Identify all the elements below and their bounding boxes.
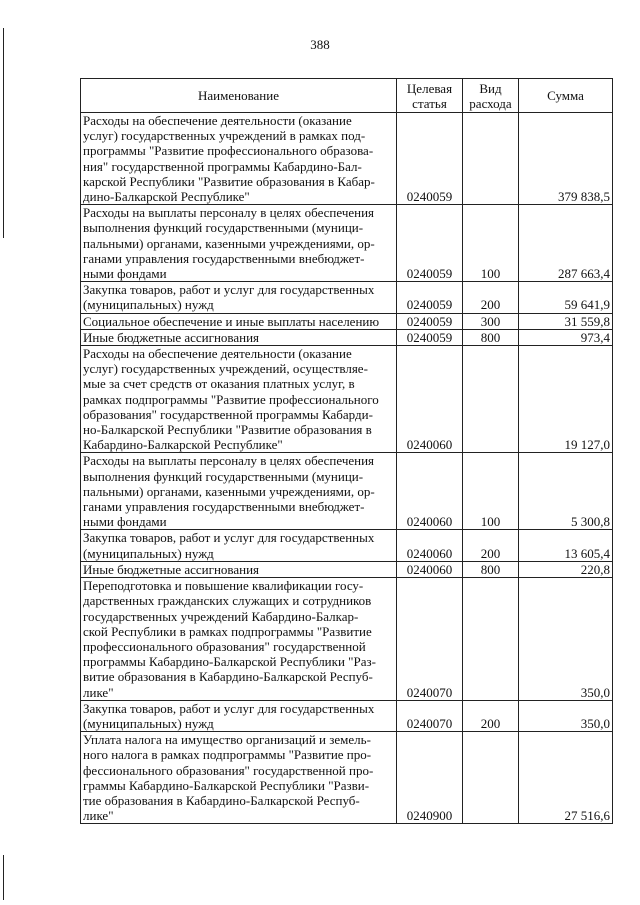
- table-row: [81, 329, 613, 345]
- row-code: 0240070: [397, 700, 463, 731]
- header-kind: Вид расхода: [463, 79, 519, 113]
- row-sum: 350,0: [519, 578, 613, 701]
- row-name: Расходы на выплаты персоналу в целях обеспечения выполнения функций государственными (муници- пальными) органами, казенными учреждениями, ор- ганами управления государственными внебюджет- ными фондами: [81, 453, 397, 530]
- table-row: [81, 313, 613, 329]
- row-sum: 31 559,8: [519, 313, 613, 329]
- row-kind: 300: [463, 313, 519, 329]
- row-name: Расходы на выплаты персоналу в целях обеспечения выполнения функций государственными (муници- пальными) органами, казенными учреждениями, ор- ганами управления государственными внебюджет- ными фондами: [81, 205, 397, 282]
- page-number: 388: [310, 37, 330, 52]
- table-row: [81, 282, 613, 313]
- table-row: [81, 561, 613, 577]
- row-sum: 59 641,9: [519, 282, 613, 313]
- row-code: 0240059: [397, 329, 463, 345]
- row-code: 0240060: [397, 530, 463, 561]
- row-sum: 379 838,5: [519, 113, 613, 205]
- row-code: 0240059: [397, 113, 463, 205]
- row-code: 0240070: [397, 578, 463, 701]
- row-name: Расходы на обеспечение деятельности (оказание услуг) государственных учреждений в рамках под- программы "Развитие профессионального образова- ния" государственной программы Кабардино-Бал- карской Республики "Развитие образования в Кабар- дино-Балкарской Республике": [81, 113, 397, 205]
- row-name: Закупка товаров, работ и услуг для государственных (муниципальных) нужд: [81, 282, 397, 313]
- table-row: [81, 113, 613, 205]
- table-row: [81, 732, 613, 824]
- row-sum: 27 516,6: [519, 732, 613, 824]
- row-code: 0240059: [397, 282, 463, 313]
- row-sum: 19 127,0: [519, 346, 613, 453]
- row-code: 0240059: [397, 313, 463, 329]
- table-row: [81, 578, 613, 701]
- row-code: 0240060: [397, 561, 463, 577]
- row-kind: [463, 113, 519, 205]
- row-code: 0240060: [397, 453, 463, 530]
- row-name: Иные бюджетные ассигнования: [81, 561, 397, 577]
- table-row: [81, 700, 613, 731]
- row-code: 0240059: [397, 205, 463, 282]
- table-row: [81, 346, 613, 453]
- row-kind: 200: [463, 700, 519, 731]
- row-name: Социальное обеспечение и иные выплаты населению: [81, 313, 397, 329]
- row-code: 0240900: [397, 732, 463, 824]
- row-sum: 973,4: [519, 329, 613, 345]
- table-row: [81, 530, 613, 561]
- row-kind: 800: [463, 561, 519, 577]
- header-sum: Сумма: [519, 79, 613, 113]
- scan-edge-mark-top: [3, 28, 4, 238]
- row-name: Расходы на обеспечение деятельности (оказание услуг) государственных учреждений, осуществляе- мые за счет средств от оказания платных услуг, в рамках подпрограммы "Развитие профессионального образования" государственной программы Кабарди- но-Балкарской Республики "Развитие образования в Кабардино-Балкарской Республике": [81, 346, 397, 453]
- budget-table: [80, 78, 613, 824]
- row-sum: 350,0: [519, 700, 613, 731]
- row-sum: 13 605,4: [519, 530, 613, 561]
- table-header-row: [81, 79, 613, 113]
- row-kind: [463, 732, 519, 824]
- row-kind: [463, 578, 519, 701]
- table-row: [81, 205, 613, 282]
- row-name: Уплата налога на имущество организаций и земель- ного налога в рамках подпрограммы "Развитие про- фессионального образования" государственной про- граммы Кабардино-Балкарской Республики "Разви- тие образования в Кабардино-Балкарской Респуб- лике": [81, 732, 397, 824]
- row-code: 0240060: [397, 346, 463, 453]
- row-name: Закупка товаров, работ и услуг для государственных (муниципальных) нужд: [81, 700, 397, 731]
- row-kind: 100: [463, 453, 519, 530]
- row-sum: 220,8: [519, 561, 613, 577]
- header-name: Наименование: [81, 79, 397, 113]
- table-row: [81, 453, 613, 530]
- scan-edge-mark-bottom: [3, 855, 4, 900]
- row-kind: [463, 346, 519, 453]
- header-code: Целевая статья: [397, 79, 463, 113]
- row-sum: 5 300,8: [519, 453, 613, 530]
- row-name: Переподготовка и повышение квалификации госу- дарственных гражданских служащих и сотрудников государственных учреждений Кабардино-Балкар- ской Республики в рамках подпрограммы "Развитие профессионального образования" государственной программы Кабардино-Балкарской Республики "Раз- витие образования в Кабардино-Балкарской Респуб- лике": [81, 578, 397, 701]
- row-name: Иные бюджетные ассигнования: [81, 329, 397, 345]
- row-sum: 287 663,4: [519, 205, 613, 282]
- row-kind: 800: [463, 329, 519, 345]
- row-name: Закупка товаров, работ и услуг для государственных (муниципальных) нужд: [81, 530, 397, 561]
- row-kind: 100: [463, 205, 519, 282]
- row-kind: 200: [463, 530, 519, 561]
- row-kind: 200: [463, 282, 519, 313]
